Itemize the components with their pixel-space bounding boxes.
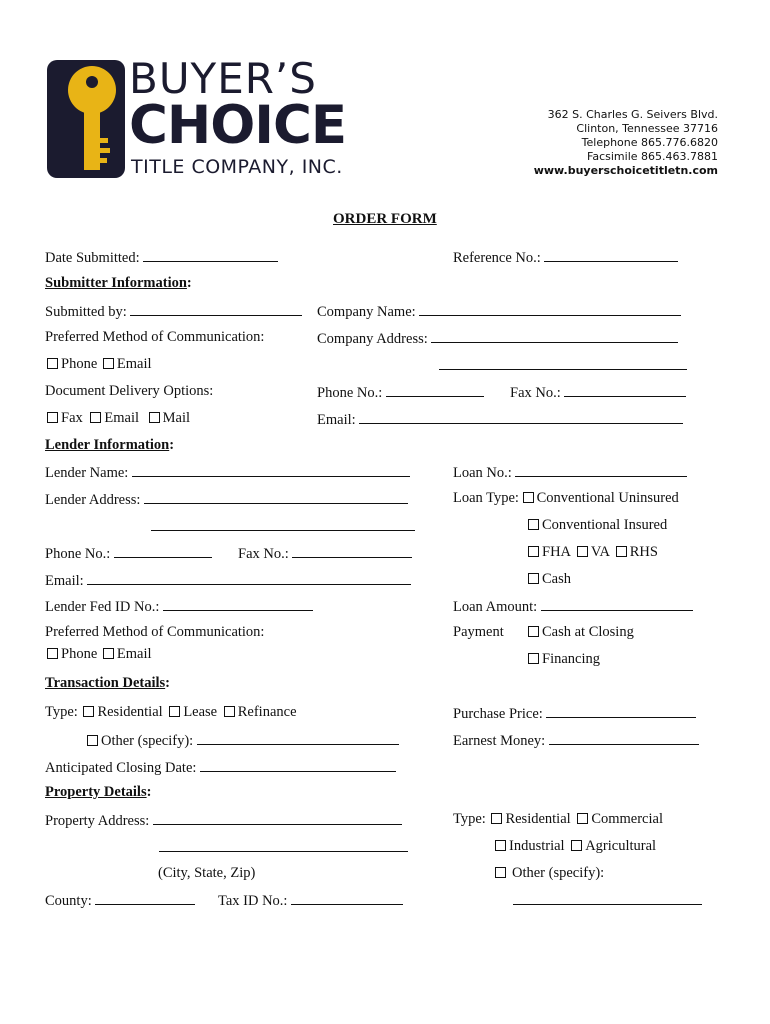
property-residential-checkbox[interactable] xyxy=(491,813,502,824)
company-address-field[interactable] xyxy=(431,328,678,343)
email-checkbox[interactable] xyxy=(103,358,114,369)
fax-no-label: Fax No.: xyxy=(510,385,561,401)
other-tx-field[interactable] xyxy=(197,730,399,745)
email-option-label: Email xyxy=(116,356,152,372)
address-line: Clinton, Tennessee 37716 xyxy=(576,122,718,135)
email-label: Email: xyxy=(317,412,356,428)
mail-checkbox[interactable] xyxy=(149,412,160,423)
other-property-field[interactable] xyxy=(513,890,702,905)
phone-no-field[interactable] xyxy=(386,382,484,397)
city-state-zip-hint: (City, State, Zip) xyxy=(158,865,256,881)
property-address-label: Property Address: xyxy=(45,813,150,829)
refinance-label: Refinance xyxy=(237,704,297,720)
fax-no-field[interactable] xyxy=(564,382,686,397)
va-label: VA xyxy=(590,544,610,560)
lender-phone-checkbox[interactable] xyxy=(47,648,58,659)
cash-label: Cash xyxy=(542,571,571,587)
property-heading: Property Details xyxy=(45,784,147,800)
company-name-line2: CHOICE xyxy=(129,95,347,156)
lender-fed-id-field[interactable] xyxy=(163,596,313,611)
key-icon xyxy=(47,60,125,178)
earnest-money-field[interactable] xyxy=(549,730,699,745)
tax-id-field[interactable] xyxy=(291,890,403,905)
refinance-checkbox[interactable] xyxy=(224,706,235,717)
industrial-label: Industrial xyxy=(509,838,565,854)
fax-option-label: Fax xyxy=(61,410,83,426)
reference-no-field[interactable] xyxy=(544,247,678,262)
address-line: 362 S. Charles G. Seivers Blvd. xyxy=(547,108,718,121)
commercial-label: Commercial xyxy=(591,811,663,827)
financing-checkbox[interactable] xyxy=(528,653,539,664)
purchase-price-label: Purchase Price: xyxy=(453,706,543,722)
property-address-field[interactable] xyxy=(153,810,402,825)
property-type-label: Type: xyxy=(453,811,486,827)
lender-phone-label: Phone No.: xyxy=(45,546,111,562)
loan-type-label: Loan Type: xyxy=(453,490,519,506)
lender-email-field[interactable] xyxy=(87,570,411,585)
other-property-label: Other (specify): xyxy=(512,865,605,881)
agricultural-label: Agricultural xyxy=(585,838,657,854)
website-link[interactable]: www.buyerschoicetitletn.com xyxy=(533,164,718,177)
property-residential-label: Residential xyxy=(505,811,571,827)
lease-label: Lease xyxy=(183,704,218,720)
loan-no-label: Loan No.: xyxy=(453,465,512,481)
telephone-line: Telephone 865.776.6820 xyxy=(581,136,718,149)
date-submitted-label: Date Submitted: xyxy=(45,250,140,266)
conv-uninsured-checkbox[interactable] xyxy=(523,492,534,503)
phone-no-label: Phone No.: xyxy=(317,385,383,401)
company-address xyxy=(534,108,718,178)
closing-date-label: Anticipated Closing Date: xyxy=(45,760,197,776)
lender-fax-label: Fax No.: xyxy=(238,546,289,562)
company-address-label: Company Address: xyxy=(317,331,428,347)
company-address-field-2[interactable] xyxy=(439,355,687,370)
tax-id-label: Tax ID No.: xyxy=(218,893,288,909)
lender-pref-comm-label: Preferred Method of Communication: xyxy=(45,624,265,640)
conv-insured-checkbox[interactable] xyxy=(528,519,539,530)
cash-at-closing-checkbox[interactable] xyxy=(528,626,539,637)
submitted-by-field[interactable] xyxy=(130,301,302,316)
email-delivery-label: Email xyxy=(104,410,140,426)
lender-phone-field[interactable] xyxy=(114,543,212,558)
lender-phone-option: Phone xyxy=(61,646,98,662)
residential-tx-checkbox[interactable] xyxy=(83,706,94,717)
earnest-money-label: Earnest Money: xyxy=(453,733,546,749)
county-label: County: xyxy=(45,893,92,909)
conv-uninsured-label: Conventional Uninsured xyxy=(536,490,679,506)
email-delivery-checkbox[interactable] xyxy=(90,412,101,423)
lease-checkbox[interactable] xyxy=(169,706,180,717)
lender-info-heading: Lender Information xyxy=(45,437,170,453)
closing-date-field[interactable] xyxy=(200,757,396,772)
agricultural-checkbox[interactable] xyxy=(571,840,582,851)
other-property-checkbox[interactable] xyxy=(495,867,506,878)
lender-fax-field[interactable] xyxy=(292,543,412,558)
doc-delivery-label: Document Delivery Options: xyxy=(45,383,214,399)
company-logo xyxy=(47,54,367,180)
other-tx-checkbox[interactable] xyxy=(87,735,98,746)
other-tx-label: Other (specify): xyxy=(101,733,194,749)
email-field[interactable] xyxy=(359,409,683,424)
lender-address-label: Lender Address: xyxy=(45,492,141,508)
mail-option-label: Mail xyxy=(162,410,191,426)
pref-comm-label: Preferred Method of Communication: xyxy=(45,329,265,345)
fha-checkbox[interactable] xyxy=(528,546,539,557)
company-name-field[interactable] xyxy=(419,301,681,316)
lender-address-field-2[interactable] xyxy=(151,516,415,531)
cash-at-closing-label: Cash at Closing xyxy=(542,624,634,640)
rhs-label: RHS xyxy=(629,544,658,560)
financing-label: Financing xyxy=(542,651,600,667)
lender-name-field[interactable] xyxy=(132,462,410,477)
form-title: ORDER FORM xyxy=(333,211,437,227)
lender-email-option: Email xyxy=(116,646,152,662)
submitter-info-heading: Submitter Information xyxy=(45,275,187,291)
cash-checkbox[interactable] xyxy=(528,573,539,584)
loan-amount-field[interactable] xyxy=(541,596,693,611)
transaction-type-label: Type: xyxy=(45,704,78,720)
loan-amount-label: Loan Amount: xyxy=(453,599,538,615)
residential-tx-label: Residential xyxy=(97,704,163,720)
submitted-by-label: Submitted by: xyxy=(45,304,127,320)
lender-email-checkbox[interactable] xyxy=(103,648,114,659)
company-name-line3: TITLE COMPANY, INC. xyxy=(131,156,343,178)
company-name-line1: BUYER’S xyxy=(129,54,317,103)
commercial-checkbox[interactable] xyxy=(577,813,588,824)
lender-name-label: Lender Name: xyxy=(45,465,129,481)
loan-no-field[interactable] xyxy=(515,462,687,477)
reference-no-label: Reference No.: xyxy=(453,250,541,266)
transaction-heading: Transaction Details xyxy=(45,675,166,691)
fax-checkbox[interactable] xyxy=(47,412,58,423)
phone-checkbox[interactable] xyxy=(47,358,58,369)
industrial-checkbox[interactable] xyxy=(495,840,506,851)
fha-label: FHA xyxy=(542,544,571,560)
date-submitted-field[interactable] xyxy=(143,247,278,262)
lender-email-label: Email: xyxy=(45,573,84,589)
lender-address-field[interactable] xyxy=(144,489,408,504)
county-field[interactable] xyxy=(95,890,195,905)
property-address-field-2[interactable] xyxy=(159,837,408,852)
payment-label: Payment xyxy=(453,624,504,640)
conv-insured-label: Conventional Insured xyxy=(542,517,668,533)
purchase-price-field[interactable] xyxy=(546,703,696,718)
phone-option-label: Phone xyxy=(61,356,98,372)
va-checkbox[interactable] xyxy=(577,546,588,557)
lender-fed-id-label: Lender Fed ID No.: xyxy=(45,599,160,615)
company-name-label: Company Name: xyxy=(317,304,416,320)
facsimile-line: Facsimile 865.463.7881 xyxy=(587,150,718,163)
rhs-checkbox[interactable] xyxy=(616,546,627,557)
